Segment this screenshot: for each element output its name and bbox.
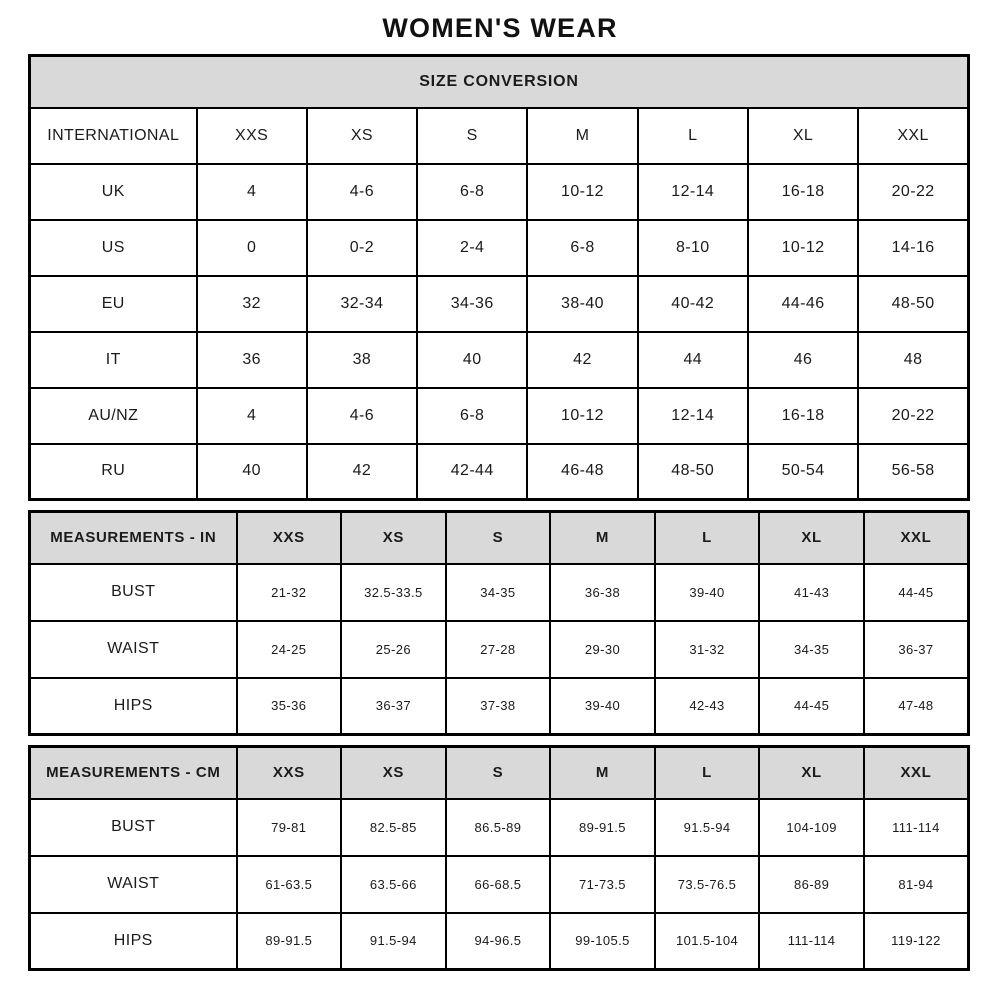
table-cell: 42-44 (417, 444, 527, 500)
row-label: WAIST (30, 856, 237, 913)
table-cell: 86-89 (759, 856, 864, 913)
table-cell: 32-34 (307, 276, 417, 332)
measurements-in-header-row (30, 512, 969, 564)
row-label: BUST (30, 799, 237, 856)
table-row-waist (30, 856, 969, 913)
table-cell: 66-68.5 (446, 856, 551, 913)
size-conversion-title-row (30, 56, 969, 108)
table-cell: 39-40 (550, 678, 655, 735)
column-header-l: L (655, 512, 760, 564)
table-cell: 36-37 (864, 621, 969, 678)
row-label: RU (30, 444, 197, 500)
table-cell: 32.5-33.5 (341, 564, 446, 621)
measurements-cm-header-row (30, 747, 969, 799)
column-header-s: S (417, 108, 527, 164)
table-cell: 71-73.5 (550, 856, 655, 913)
table-row-au-nz (30, 388, 969, 444)
table-row-hips (30, 913, 969, 970)
row-label: UK (30, 164, 197, 220)
table-row-hips (30, 678, 969, 735)
table-cell: 16-18 (748, 388, 858, 444)
table-row-uk (30, 164, 969, 220)
table-row-bust (30, 799, 969, 856)
column-header-xxs: XXS (237, 747, 342, 799)
table-cell: 6-8 (527, 220, 637, 276)
column-header-xxl: XXL (864, 747, 969, 799)
table-cell: 47-48 (864, 678, 969, 735)
row-label: HIPS (30, 913, 237, 970)
table-row-waist (30, 621, 969, 678)
table-cell: 38-40 (527, 276, 637, 332)
table-cell: 99-105.5 (550, 913, 655, 970)
column-header-s: S (446, 747, 551, 799)
table-cell: 82.5-85 (341, 799, 446, 856)
table-row-eu (30, 276, 969, 332)
table-cell: 44-46 (748, 276, 858, 332)
table-cell: 63.5-66 (341, 856, 446, 913)
row-label: IT (30, 332, 197, 388)
table-cell: 111-114 (864, 799, 969, 856)
row-label: AU/NZ (30, 388, 197, 444)
size-conversion-header-row (30, 108, 969, 164)
table-cell: 42 (307, 444, 417, 500)
table-cell: 94-96.5 (446, 913, 551, 970)
column-header-xxs: XXS (197, 108, 307, 164)
table-cell: 36-37 (341, 678, 446, 735)
row-label: US (30, 220, 197, 276)
table-cell: 20-22 (858, 388, 968, 444)
measurements-in-table (28, 510, 970, 736)
table-cell: 32 (197, 276, 307, 332)
table-cell: 10-12 (527, 388, 637, 444)
table-cell: 2-4 (417, 220, 527, 276)
column-header-l: L (655, 747, 760, 799)
table-cell: 6-8 (417, 164, 527, 220)
table-cell: 20-22 (858, 164, 968, 220)
table-cell: 44-45 (864, 564, 969, 621)
table-cell: 34-36 (417, 276, 527, 332)
table-cell: 79-81 (237, 799, 342, 856)
table-cell: 10-12 (748, 220, 858, 276)
column-header-xs: XS (341, 747, 446, 799)
table-cell: 111-114 (759, 913, 864, 970)
table-cell: 27-28 (446, 621, 551, 678)
table-cell: 73.5-76.5 (655, 856, 760, 913)
table-cell: 34-35 (759, 621, 864, 678)
column-header-s: S (446, 512, 551, 564)
table-cell: 37-38 (446, 678, 551, 735)
table-cell: 38 (307, 332, 417, 388)
table-cell: 34-35 (446, 564, 551, 621)
table-cell: 61-63.5 (237, 856, 342, 913)
table-cell: 12-14 (638, 388, 748, 444)
size-conversion-title: SIZE CONVERSION (30, 56, 969, 108)
column-header-xl: XL (759, 747, 864, 799)
table-cell: 0-2 (307, 220, 417, 276)
table-cell: 101.5-104 (655, 913, 760, 970)
table-cell: 46 (748, 332, 858, 388)
table-cell: 36-38 (550, 564, 655, 621)
table-cell: 0 (197, 220, 307, 276)
table-cell: 14-16 (858, 220, 968, 276)
table-cell: 81-94 (864, 856, 969, 913)
table-cell: 119-122 (864, 913, 969, 970)
table-cell: 56-58 (858, 444, 968, 500)
table-cell: 16-18 (748, 164, 858, 220)
table-row-bust (30, 564, 969, 621)
row-label: EU (30, 276, 197, 332)
table-cell: 40-42 (638, 276, 748, 332)
column-header-xs: XS (341, 512, 446, 564)
column-header-xl: XL (759, 512, 864, 564)
column-header-m: M (550, 747, 655, 799)
column-header-l: L (638, 108, 748, 164)
table-cell: 4-6 (307, 388, 417, 444)
table-cell: 10-12 (527, 164, 637, 220)
measurements-cm-label-header: MEASUREMENTS - CM (30, 747, 237, 799)
table-cell: 39-40 (655, 564, 760, 621)
table-cell: 91.5-94 (655, 799, 760, 856)
table-cell: 89-91.5 (237, 913, 342, 970)
table-cell: 21-32 (237, 564, 342, 621)
row-label: HIPS (30, 678, 237, 735)
table-cell: 50-54 (748, 444, 858, 500)
table-cell: 104-109 (759, 799, 864, 856)
table-cell: 35-36 (237, 678, 342, 735)
table-cell: 4 (197, 164, 307, 220)
table-cell: 25-26 (341, 621, 446, 678)
table-cell: 36 (197, 332, 307, 388)
table-cell: 29-30 (550, 621, 655, 678)
table-cell: 44 (638, 332, 748, 388)
measurements-cm-table (28, 745, 970, 971)
row-label: WAIST (30, 621, 237, 678)
table-cell: 48-50 (638, 444, 748, 500)
page-title: WOMEN'S WEAR (382, 13, 618, 43)
table-cell: 42 (527, 332, 637, 388)
table-cell: 12-14 (638, 164, 748, 220)
size-conversion-label-header: INTERNATIONAL (30, 108, 197, 164)
column-header-xxl: XXL (864, 512, 969, 564)
table-cell: 40 (417, 332, 527, 388)
table-cell: 48 (858, 332, 968, 388)
table-cell: 8-10 (638, 220, 748, 276)
table-cell: 44-45 (759, 678, 864, 735)
measurements-in-label-header: MEASUREMENTS - IN (30, 512, 237, 564)
row-label: BUST (30, 564, 237, 621)
column-header-xl: XL (748, 108, 858, 164)
table-row-us (30, 220, 969, 276)
table-cell: 46-48 (527, 444, 637, 500)
table-cell: 42-43 (655, 678, 760, 735)
table-cell: 31-32 (655, 621, 760, 678)
table-cell: 40 (197, 444, 307, 500)
column-header-xxs: XXS (237, 512, 342, 564)
table-cell: 6-8 (417, 388, 527, 444)
column-header-xxl: XXL (858, 108, 968, 164)
column-header-m: M (550, 512, 655, 564)
table-cell: 4 (197, 388, 307, 444)
column-header-m: M (527, 108, 637, 164)
table-row-ru (30, 444, 969, 500)
table-cell: 24-25 (237, 621, 342, 678)
column-header-xs: XS (307, 108, 417, 164)
table-cell: 91.5-94 (341, 913, 446, 970)
table-cell: 4-6 (307, 164, 417, 220)
table-row-it (30, 332, 969, 388)
table-cell: 89-91.5 (550, 799, 655, 856)
size-conversion-table (28, 54, 970, 501)
table-cell: 48-50 (858, 276, 968, 332)
table-cell: 41-43 (759, 564, 864, 621)
table-cell: 86.5-89 (446, 799, 551, 856)
